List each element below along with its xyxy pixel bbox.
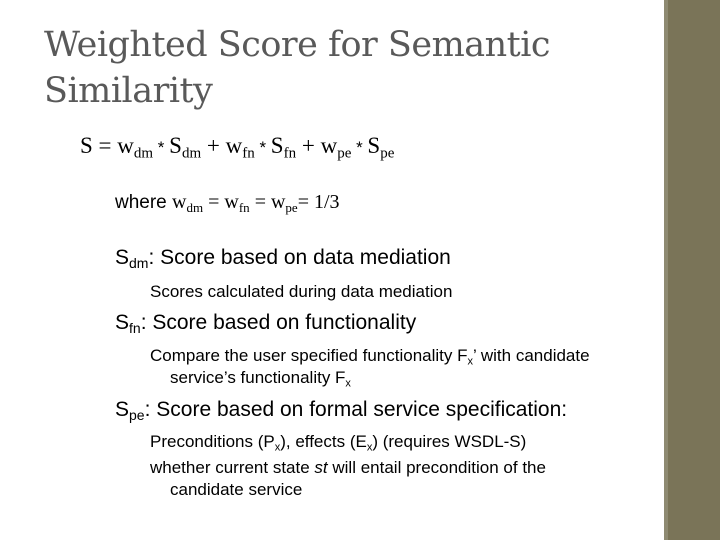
slide-title: Weighted Score for Semantic Similarity [44,25,551,111]
item-data-mediation-heading: $S_{dm}$: Score based on data mediation [115,246,451,272]
item-formal-spec-detail: Preconditions $(P_x)$, effects $(E_x)$ (requires WSDL-S) whether current state st will entail precondition of the candidate service [150,432,546,499]
item-data-mediation-detail: Scores calculated during data mediation [150,282,453,301]
weights-definition: where $w_{dm} = w_{fn} = w_{pe}= 1/3$ [115,191,340,215]
score-formula: $S = w_{dm} * S_{dm} + w_{fn} * S_{fn} + w_{pe} * S_{pe}$ [80,133,395,162]
item-formal-spec-heading: $S_{pe}$: Score based on formal service specification: [115,398,568,424]
item-functionality-detail: Compare the user specified functionality $F_x$’ with candidate service’s functionality $F_x$ [150,346,590,390]
item-functionality-heading: $S_{fn}$: Score based on functionality [115,311,417,337]
decorative-side-band [668,0,720,540]
